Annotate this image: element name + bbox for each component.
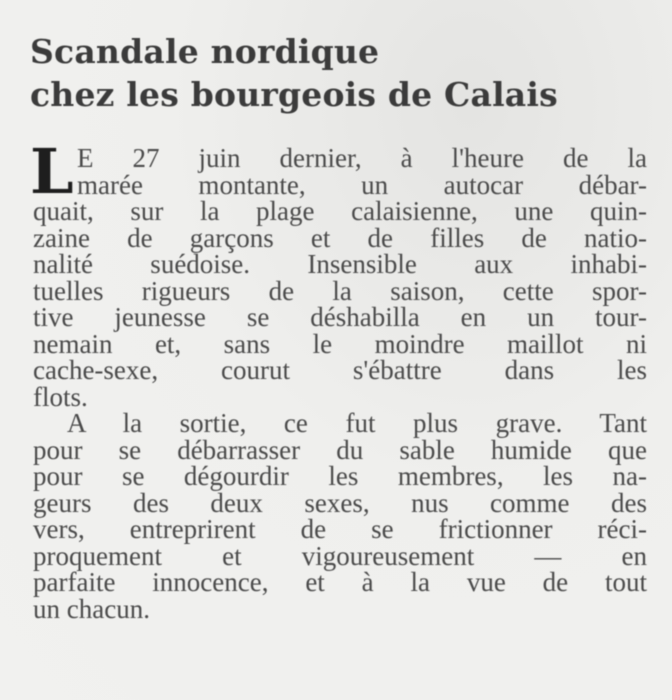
text-line: E 27 juin dernier, à l'heure de la — [77, 143, 647, 173]
paragraph-2 — [33, 410, 647, 622]
text-line: cache-sexe, courut s'ébattre dans les — [33, 355, 647, 385]
article-body — [30, 135, 647, 624]
headline-line-2: chez les bourgeois de Calais — [30, 75, 558, 114]
text-line: parfaite innocence, et à la vue de tout — [33, 567, 647, 597]
text-line: nalité suédoise. Insensible aux inhabi- — [33, 249, 647, 279]
text-line: pour se débarrasser du sable humide que — [33, 434, 647, 465]
text-line: quait, sur la plage calaisienne, une quin- — [33, 196, 647, 226]
text-line: flots. — [33, 381, 88, 412]
text-line: tive jeunesse se déshabilla en un tour- — [33, 302, 647, 332]
text-line: proquement et vigoureusement — en — [33, 540, 647, 571]
text-line: pour se dégourdir les membres, les na- — [33, 461, 647, 491]
text-line: A la sortie, ce fut plus grave. Tant — [67, 408, 647, 438]
text-line: geurs des deux sexes, nus comme des — [33, 487, 647, 518]
text-line: tuelles rigueurs de la saison, cette spor- — [33, 275, 647, 306]
article-headline — [30, 30, 558, 116]
text-line: marée montante, un autocar débar- — [77, 169, 647, 200]
paragraph-1 — [30, 135, 647, 412]
headline-line-1: Scandale nordique — [30, 32, 380, 71]
text-line: zaine de garçons et de filles de natio- — [33, 222, 647, 253]
drop-cap: L — [30, 135, 74, 208]
text-line: nemain et, sans le moindre maillot ni — [33, 328, 647, 359]
text-line: vers, entreprirent de se frictionner réci- — [33, 514, 647, 544]
text-line: un chacun. — [33, 593, 150, 624]
